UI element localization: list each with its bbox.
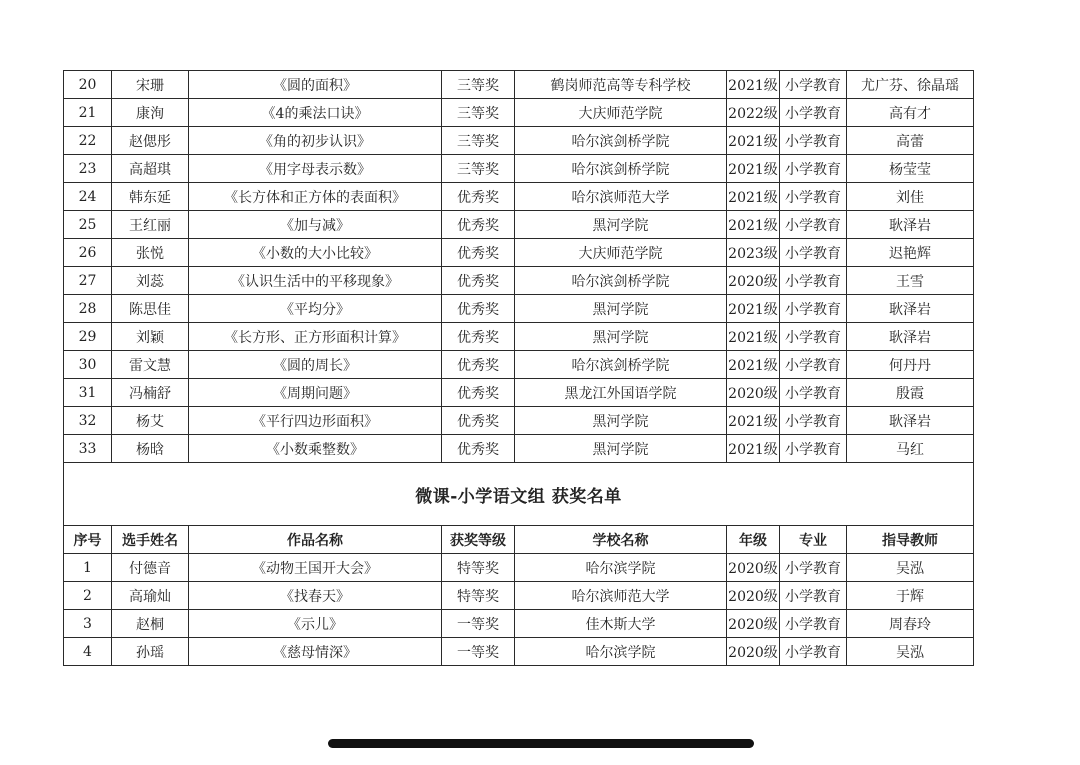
cell-school: 哈尔滨学院 bbox=[515, 638, 727, 666]
cell-major: 小学教育 bbox=[780, 407, 847, 435]
cell-name: 刘颖 bbox=[112, 323, 189, 351]
cell-major: 小学教育 bbox=[780, 71, 847, 99]
table-row bbox=[64, 379, 974, 407]
award-table bbox=[63, 70, 974, 666]
cell-work: 《找春天》 bbox=[189, 582, 442, 610]
cell-teacher: 周春玲 bbox=[847, 610, 974, 638]
cell-work: 《示儿》 bbox=[189, 610, 442, 638]
cell-teacher: 耿泽岩 bbox=[847, 407, 974, 435]
section-title: 微课-小学语文组 获奖名单 bbox=[64, 463, 974, 526]
cell-grade: 2020级 bbox=[727, 582, 780, 610]
cell-grade: 2020级 bbox=[727, 379, 780, 407]
cell-work: 《平均分》 bbox=[189, 295, 442, 323]
cell-teacher: 刘佳 bbox=[847, 183, 974, 211]
cell-no: 31 bbox=[64, 379, 112, 407]
header-grade: 年级 bbox=[727, 526, 780, 554]
table-row bbox=[64, 183, 974, 211]
cell-major: 小学教育 bbox=[780, 351, 847, 379]
cell-school: 哈尔滨学院 bbox=[515, 554, 727, 582]
cell-grade: 2020级 bbox=[727, 267, 780, 295]
cell-no: 23 bbox=[64, 155, 112, 183]
cell-name: 张悦 bbox=[112, 239, 189, 267]
cell-name: 宋珊 bbox=[112, 71, 189, 99]
table-row bbox=[64, 407, 974, 435]
cell-award: 优秀奖 bbox=[442, 295, 515, 323]
cell-grade: 2021级 bbox=[727, 435, 780, 463]
cell-teacher: 尤广芬、徐晶瑶 bbox=[847, 71, 974, 99]
cell-school: 大庆师范学院 bbox=[515, 239, 727, 267]
cell-work: 《圆的周长》 bbox=[189, 351, 442, 379]
table-row bbox=[64, 155, 974, 183]
table-row bbox=[64, 610, 974, 638]
cell-teacher: 迟艳辉 bbox=[847, 239, 974, 267]
cell-award: 三等奖 bbox=[442, 127, 515, 155]
cell-name: 康洵 bbox=[112, 99, 189, 127]
table-row bbox=[64, 638, 974, 666]
cell-no: 25 bbox=[64, 211, 112, 239]
cell-award: 特等奖 bbox=[442, 582, 515, 610]
table-row bbox=[64, 351, 974, 379]
cell-no: 1 bbox=[64, 554, 112, 582]
table-row bbox=[64, 554, 974, 582]
cell-major: 小学教育 bbox=[780, 183, 847, 211]
cell-major: 小学教育 bbox=[780, 323, 847, 351]
chinese-group-section bbox=[64, 463, 974, 554]
cell-school: 黑河学院 bbox=[515, 211, 727, 239]
cell-grade: 2023级 bbox=[727, 239, 780, 267]
cell-award: 三等奖 bbox=[442, 99, 515, 127]
cell-grade: 2020级 bbox=[727, 610, 780, 638]
cell-work: 《平行四边形面积》 bbox=[189, 407, 442, 435]
table-row bbox=[64, 127, 974, 155]
cell-no: 33 bbox=[64, 435, 112, 463]
cell-teacher: 何丹丹 bbox=[847, 351, 974, 379]
table-row bbox=[64, 71, 974, 99]
cell-name: 韩东延 bbox=[112, 183, 189, 211]
cell-teacher: 耿泽岩 bbox=[847, 211, 974, 239]
cell-work: 《小数的大小比较》 bbox=[189, 239, 442, 267]
cell-name: 陈思佳 bbox=[112, 295, 189, 323]
cell-school: 哈尔滨剑桥学院 bbox=[515, 351, 727, 379]
cell-major: 小学教育 bbox=[780, 239, 847, 267]
header-work: 作品名称 bbox=[189, 526, 442, 554]
chinese-group-rows bbox=[64, 554, 974, 666]
section-title-row bbox=[64, 463, 974, 526]
cell-major: 小学教育 bbox=[780, 610, 847, 638]
cell-award: 一等奖 bbox=[442, 638, 515, 666]
cell-work: 《圆的面积》 bbox=[189, 71, 442, 99]
cell-award: 三等奖 bbox=[442, 155, 515, 183]
cell-name: 高瑜灿 bbox=[112, 582, 189, 610]
cell-school: 鹤岗师范高等专科学校 bbox=[515, 71, 727, 99]
cell-award: 优秀奖 bbox=[442, 323, 515, 351]
cell-teacher: 吴泓 bbox=[847, 638, 974, 666]
cell-school: 黑河学院 bbox=[515, 435, 727, 463]
cell-teacher: 于辉 bbox=[847, 582, 974, 610]
header-teacher: 指导教师 bbox=[847, 526, 974, 554]
cell-major: 小学教育 bbox=[780, 295, 847, 323]
table-row bbox=[64, 211, 974, 239]
cell-major: 小学教育 bbox=[780, 582, 847, 610]
cell-teacher: 吴泓 bbox=[847, 554, 974, 582]
cell-work: 《小数乘整数》 bbox=[189, 435, 442, 463]
cell-name: 高超琪 bbox=[112, 155, 189, 183]
cell-teacher: 高蕾 bbox=[847, 127, 974, 155]
cell-work: 《长方体和正方体的表面积》 bbox=[189, 183, 442, 211]
cell-major: 小学教育 bbox=[780, 267, 847, 295]
cell-work: 《角的初步认识》 bbox=[189, 127, 442, 155]
cell-major: 小学教育 bbox=[780, 638, 847, 666]
cell-school: 哈尔滨师范大学 bbox=[515, 183, 727, 211]
cell-school: 黑河学院 bbox=[515, 295, 727, 323]
cell-name: 赵桐 bbox=[112, 610, 189, 638]
cell-work: 《4的乘法口诀》 bbox=[189, 99, 442, 127]
math-group-rows bbox=[64, 71, 974, 463]
cell-no: 24 bbox=[64, 183, 112, 211]
cell-school: 哈尔滨师范大学 bbox=[515, 582, 727, 610]
table-row bbox=[64, 239, 974, 267]
cell-work: 《动物王国开大会》 bbox=[189, 554, 442, 582]
cell-teacher: 王雪 bbox=[847, 267, 974, 295]
cell-grade: 2021级 bbox=[727, 155, 780, 183]
header-major: 专业 bbox=[780, 526, 847, 554]
cell-teacher: 殷霞 bbox=[847, 379, 974, 407]
cell-name: 孙瑶 bbox=[112, 638, 189, 666]
cell-award: 特等奖 bbox=[442, 554, 515, 582]
cell-award: 优秀奖 bbox=[442, 183, 515, 211]
cell-teacher: 杨莹莹 bbox=[847, 155, 974, 183]
table-row bbox=[64, 99, 974, 127]
cell-school: 黑河学院 bbox=[515, 323, 727, 351]
table-row bbox=[64, 435, 974, 463]
cell-name: 刘蕊 bbox=[112, 267, 189, 295]
cell-no: 29 bbox=[64, 323, 112, 351]
cell-work: 《认识生活中的平移现象》 bbox=[189, 267, 442, 295]
cell-award: 优秀奖 bbox=[442, 407, 515, 435]
cell-school: 佳木斯大学 bbox=[515, 610, 727, 638]
cell-grade: 2020级 bbox=[727, 554, 780, 582]
cell-grade: 2021级 bbox=[727, 323, 780, 351]
header-no: 序号 bbox=[64, 526, 112, 554]
cell-work: 《周期问题》 bbox=[189, 379, 442, 407]
table-row bbox=[64, 267, 974, 295]
cell-no: 30 bbox=[64, 351, 112, 379]
cell-grade: 2021级 bbox=[727, 71, 780, 99]
cell-name: 王红丽 bbox=[112, 211, 189, 239]
header-award: 获奖等级 bbox=[442, 526, 515, 554]
cell-school: 哈尔滨剑桥学院 bbox=[515, 155, 727, 183]
cell-major: 小学教育 bbox=[780, 127, 847, 155]
cell-no: 26 bbox=[64, 239, 112, 267]
cell-grade: 2021级 bbox=[727, 295, 780, 323]
cell-school: 哈尔滨剑桥学院 bbox=[515, 127, 727, 155]
cell-no: 21 bbox=[64, 99, 112, 127]
cell-school: 大庆师范学院 bbox=[515, 99, 727, 127]
header-name: 选手姓名 bbox=[112, 526, 189, 554]
cell-work: 《慈母情深》 bbox=[189, 638, 442, 666]
cell-name: 杨晗 bbox=[112, 435, 189, 463]
cell-teacher: 马红 bbox=[847, 435, 974, 463]
cell-school: 黑河学院 bbox=[515, 407, 727, 435]
cell-name: 冯楠舒 bbox=[112, 379, 189, 407]
cell-award: 一等奖 bbox=[442, 610, 515, 638]
cell-school: 黑龙江外国语学院 bbox=[515, 379, 727, 407]
cell-major: 小学教育 bbox=[780, 155, 847, 183]
cell-teacher: 耿泽岩 bbox=[847, 323, 974, 351]
cell-teacher: 高有才 bbox=[847, 99, 974, 127]
cell-award: 优秀奖 bbox=[442, 351, 515, 379]
cell-award: 优秀奖 bbox=[442, 211, 515, 239]
cell-no: 22 bbox=[64, 127, 112, 155]
cell-grade: 2021级 bbox=[727, 127, 780, 155]
cell-no: 28 bbox=[64, 295, 112, 323]
cell-teacher: 耿泽岩 bbox=[847, 295, 974, 323]
cell-work: 《长方形、正方形面积计算》 bbox=[189, 323, 442, 351]
cell-name: 付德音 bbox=[112, 554, 189, 582]
cell-name: 杨艾 bbox=[112, 407, 189, 435]
header-school: 学校名称 bbox=[515, 526, 727, 554]
cell-award: 优秀奖 bbox=[442, 379, 515, 407]
cell-major: 小学教育 bbox=[780, 211, 847, 239]
cell-grade: 2020级 bbox=[727, 638, 780, 666]
table-row bbox=[64, 582, 974, 610]
cell-no: 32 bbox=[64, 407, 112, 435]
cell-name: 雷文慧 bbox=[112, 351, 189, 379]
cell-no: 4 bbox=[64, 638, 112, 666]
cell-grade: 2021级 bbox=[727, 211, 780, 239]
cell-no: 2 bbox=[64, 582, 112, 610]
cell-no: 20 bbox=[64, 71, 112, 99]
cell-no: 3 bbox=[64, 610, 112, 638]
cell-award: 优秀奖 bbox=[442, 267, 515, 295]
table-row bbox=[64, 323, 974, 351]
cell-award: 优秀奖 bbox=[442, 435, 515, 463]
cell-award: 三等奖 bbox=[442, 71, 515, 99]
cell-major: 小学教育 bbox=[780, 435, 847, 463]
cell-grade: 2021级 bbox=[727, 351, 780, 379]
cell-award: 优秀奖 bbox=[442, 239, 515, 267]
cell-major: 小学教育 bbox=[780, 379, 847, 407]
cell-name: 赵偲彤 bbox=[112, 127, 189, 155]
cell-work: 《用字母表示数》 bbox=[189, 155, 442, 183]
cell-no: 27 bbox=[64, 267, 112, 295]
cell-work: 《加与减》 bbox=[189, 211, 442, 239]
header-row bbox=[64, 526, 974, 554]
cell-major: 小学教育 bbox=[780, 554, 847, 582]
cell-grade: 2021级 bbox=[727, 183, 780, 211]
cell-major: 小学教育 bbox=[780, 99, 847, 127]
home-indicator[interactable] bbox=[328, 739, 754, 748]
award-list-sheet bbox=[63, 70, 973, 666]
cell-school: 哈尔滨剑桥学院 bbox=[515, 267, 727, 295]
table-row bbox=[64, 295, 974, 323]
cell-grade: 2021级 bbox=[727, 407, 780, 435]
cell-grade: 2022级 bbox=[727, 99, 780, 127]
